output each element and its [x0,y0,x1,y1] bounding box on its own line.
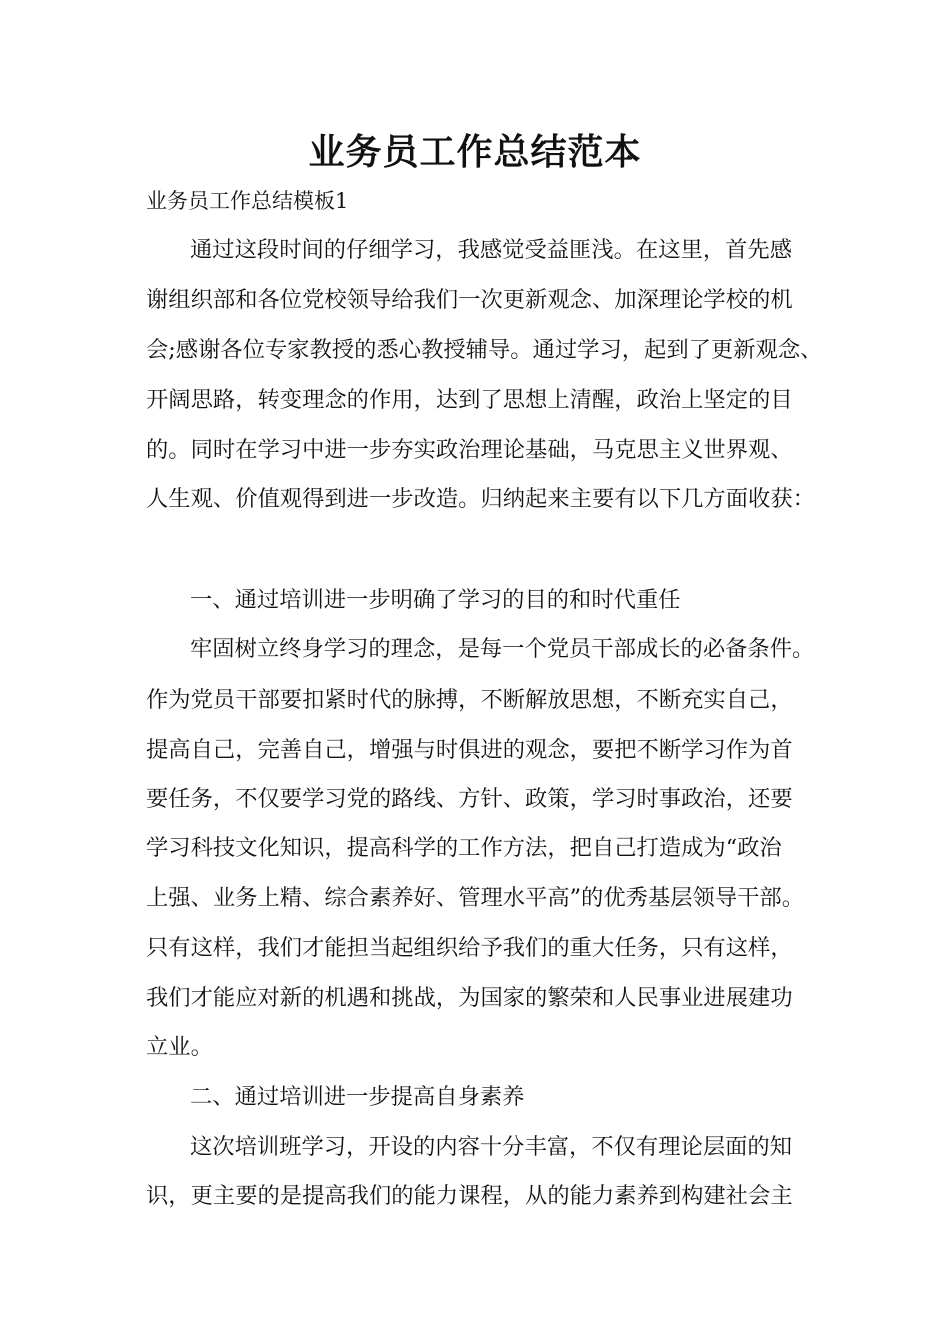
paragraph-line: 开阔思路，转变理念的作用，达到了思想上清醒，政治上坚定的目 [146,387,793,413]
paragraph-line: 这次培训班学习，开设的内容十分丰富，不仅有理论层面的知 [190,1134,793,1160]
document-title: 业务员工作总结范本 [308,131,642,173]
paragraph-line: 会;感谢各位专家教授的悉心教授辅导。通过学习，起到了更新观念、 [146,337,823,363]
paragraph-line: 牢固树立终身学习的理念，是每一个党员干部成长的必备条件。 [190,636,815,662]
section-heading: 二、通过培训进一步提高自身素养 [190,1084,525,1110]
paragraph-line: 识，更主要的是提高我们的能力课程，从的能力素养到构建社会主 [146,1183,793,1209]
paragraph-line: 人生观、价值观得到进一步改造。归纳起来主要有以下几方面收获： [146,486,815,512]
paragraph-line: 提高自己，完善自己，增强与时俱进的观念，要把不断学习作为首 [146,737,793,763]
paragraph-line: 立业。 [146,1034,213,1060]
paragraph-line: 我们才能应对新的机遇和挑战，为国家的繁荣和人民事业进展建功 [146,985,793,1011]
paragraph-line: 谢组织部和各位党校领导给我们一次更新观念、加深理论学校的机 [146,287,793,313]
paragraph-line: 通过这段时间的仔细学习，我感觉受益匪浅。在这里，首先感 [190,237,793,263]
paragraph-line: 要任务，不仅要学习党的路线、方针、政策，学习时事政治，还要 [146,786,793,812]
paragraph-line: 只有这样，我们才能担当起组织给予我们的重大任务，只有这样， [146,935,793,961]
section-heading: 一、通过培训进一步明确了学习的目的和时代重任 [190,587,681,613]
paragraph-line: 作为党员干部要扣紧时代的脉搏，不断解放思想，不断充实自己， [146,687,793,713]
paragraph-line: 上强、业务上精、综合素养好、管理水平高”的优秀基层领导干部。 [146,885,805,911]
document-subtitle: 业务员工作总结模板1 [146,189,349,213]
paragraph-line: 学习科技文化知识，提高科学的工作方法，把自己打造成为“政治 [146,835,782,861]
paragraph-line: 的。同时在学习中进一步夯实政治理论基础，马克思主义世界观、 [146,437,793,463]
